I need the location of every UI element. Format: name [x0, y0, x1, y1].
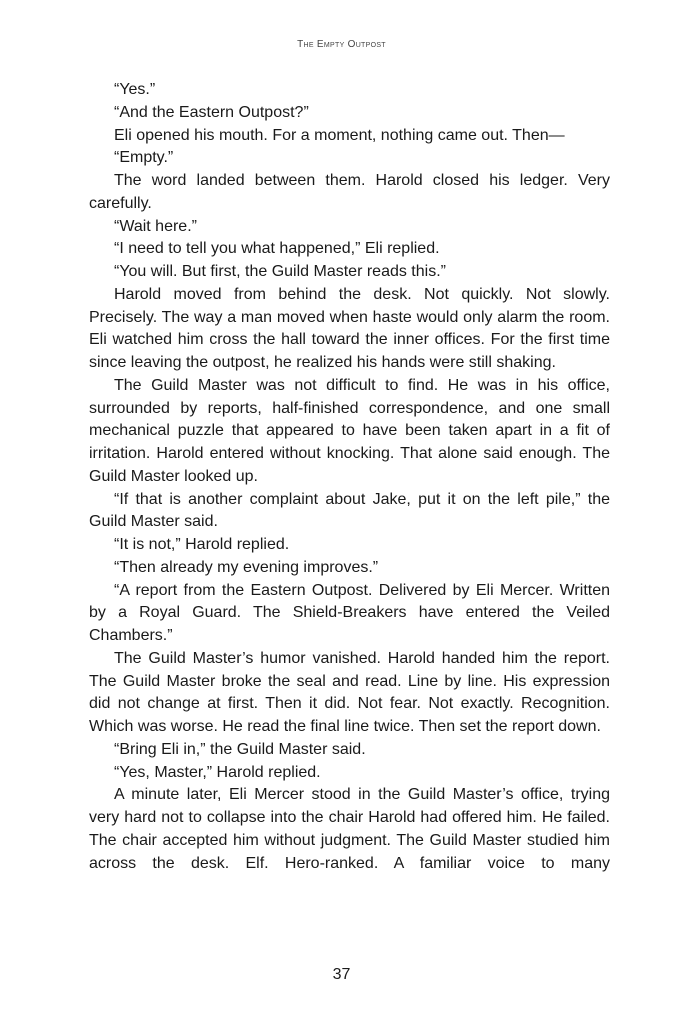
page-number: 37 — [332, 966, 351, 983]
paragraph: The word landed between them. Harold closed his ledger. Very carefully. — [89, 172, 610, 212]
paragraph: “Yes, Master,” Harold replied. — [114, 763, 321, 781]
paragraph: The Guild Master was not difficult to find. He was in his office, surrounded by reports, half-finished correspondence, and one small mechanical puzzle that appeared to have been taken apart in a fit of irritation. Harold entered without knocking. That alone said enough. The Guild Master looked up. — [89, 376, 610, 485]
paragraph: “And the Eastern Outpost?” — [114, 103, 309, 121]
paragraph: “I need to tell you what happened,” Eli replied. — [114, 240, 440, 258]
paragraph: Eli opened his mouth. For a moment, nothing came out. Then— — [114, 126, 565, 144]
paragraph: “Empty.” — [114, 149, 174, 167]
body-text — [89, 79, 610, 875]
paragraph: “Then already my evening improves.” — [114, 558, 379, 576]
paragraph: “You will. But first, the Guild Master reads this.” — [114, 263, 446, 280]
paragraph: “It is not,” Harold replied. — [114, 536, 290, 553]
paragraph: Harold moved from behind the desk. Not quickly. Not slowly. Precisely. The way a man moved when haste would only alarm the room. Eli watched him cross the hall toward the inner offices. For the first time since leaving the outpost, he realized his hands were still shaking. — [89, 285, 610, 371]
paragraph: “A report from the Eastern Outpost. Delivered by Eli Mercer. Written by a Royal Guard. The Shield-Breakers have entered the Veiled Chambers.” — [89, 581, 610, 644]
running-head: The Empty Outpost — [297, 39, 386, 50]
paragraph-continued: A minute later, Eli Mercer stood in the Guild Master’s office, trying very hard not to collapse into the chair Harold had offered him. He failed. The chair accepted him without judgment. The Guild Master studied him across the desk. Elf. Hero-ranked. A familiar voice to many — [89, 786, 610, 872]
paragraph: “Wait here.” — [114, 217, 197, 235]
paragraph: “Bring Eli in,” the Guild Master said. — [114, 740, 366, 758]
paragraph: “If that is another complaint about Jake, put it on the left pile,” the Guild Master said. — [89, 490, 610, 531]
paragraph: The Guild Master’s humor vanished. Harold handed him the report. The Guild Master broke the seal and read. Line by line. His expression did not change at first. Then it did. Not fear. Not exactly. Recognition. Which was worse. He read the final line twice. Then set the report down. — [89, 649, 610, 735]
paragraph: “Yes.” — [114, 81, 156, 98]
